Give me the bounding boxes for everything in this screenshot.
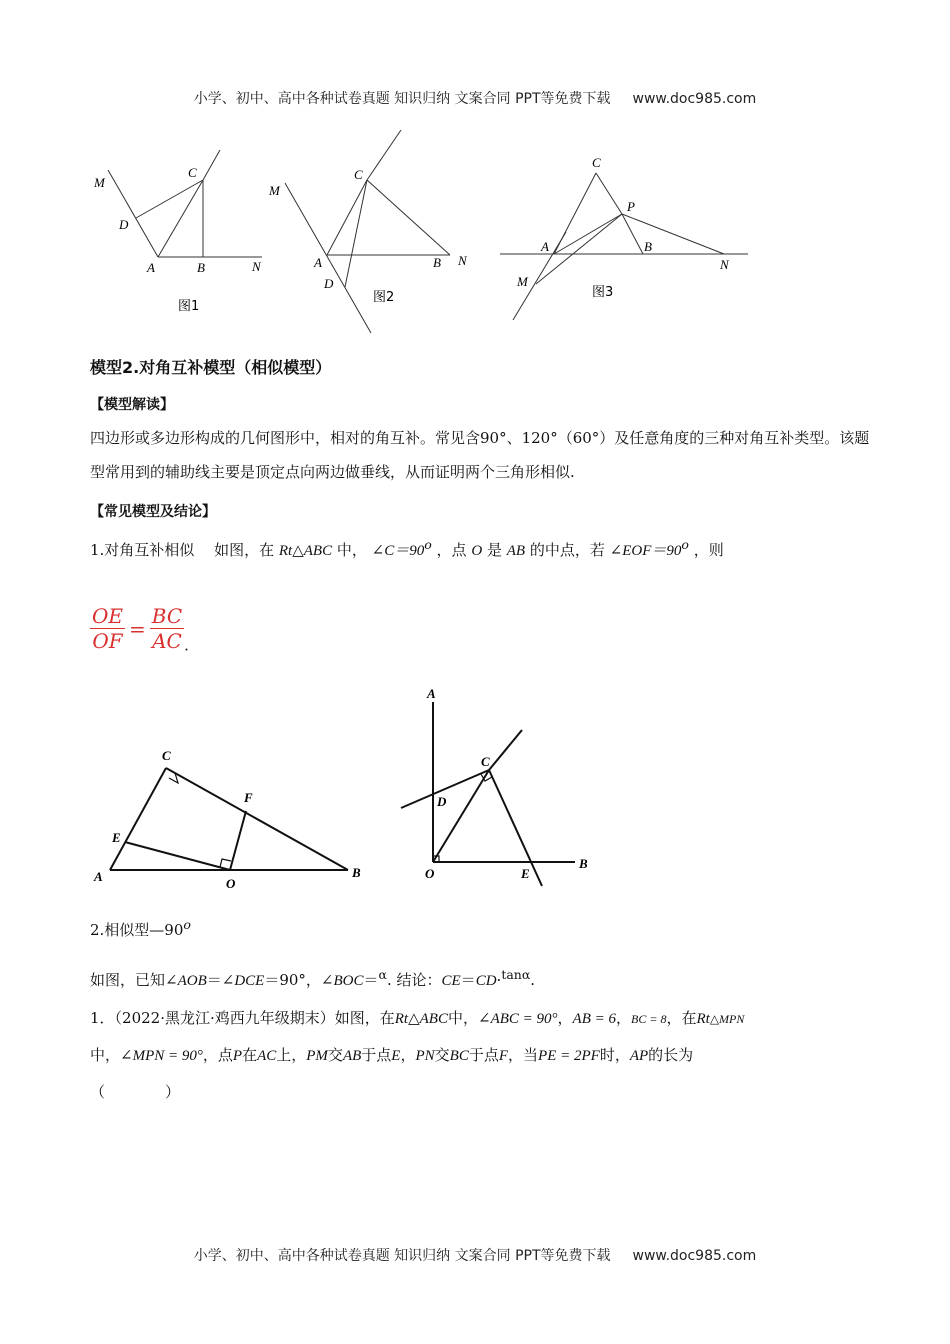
item1-ab: AB: [506, 543, 526, 559]
item2-text-4: . 结论：: [386, 971, 442, 989]
footer-url[interactable]: www.doc985.com: [632, 1248, 757, 1264]
figure-3: [500, 150, 755, 325]
item2-aob: AOB: [177, 973, 207, 989]
fig3-label-A: A: [541, 239, 549, 254]
q-text-8: 于点: [361, 1046, 392, 1064]
equals-sign: =: [129, 616, 146, 641]
q-triangle-mpn: △MPN: [709, 1012, 745, 1026]
mid-right-label-B: B: [579, 856, 588, 871]
mid-right-label-C: C: [481, 754, 490, 769]
item1-text-1: 1.对角互补相似 如图，在: [90, 541, 275, 559]
frac-den-of: OF: [92, 629, 123, 653]
item1-text-5: 的中点，若: [529, 541, 605, 559]
q-rt-1: Rt: [394, 1011, 409, 1027]
q-text-11: ，当: [508, 1046, 539, 1064]
item2-text-1: 如图，已知∠: [90, 971, 178, 989]
fig1-label-B: B: [197, 260, 205, 275]
item1-text-4: 是: [486, 541, 502, 559]
item1-angle-c: ∠C＝90: [371, 543, 425, 559]
q-text-7: 交: [327, 1046, 343, 1064]
mid-left-label-O: O: [226, 876, 236, 890]
mid-right-label-D: D: [437, 794, 447, 809]
frac-den-ac: AC: [152, 629, 182, 653]
fig1-caption: 图1: [178, 299, 200, 314]
formula-period: .: [184, 636, 189, 655]
q-text-6: 上，: [276, 1046, 307, 1064]
fig1-label-C: C: [188, 165, 197, 180]
page-header: [0, 88, 950, 108]
section-title: 模型2.对角互补模型（相似模型）: [90, 358, 332, 377]
q-ac: AC: [257, 1048, 277, 1064]
q-bc-value: BC = 8: [631, 1012, 667, 1026]
item2-tan: tanα: [501, 967, 531, 982]
item2-dot: ·: [496, 971, 502, 989]
mid-right-label-A: A: [427, 686, 436, 701]
mid-right-label-E: E: [521, 866, 530, 881]
q-text-1: 中，: [447, 1009, 478, 1027]
q-text-9: 交: [434, 1046, 450, 1064]
fig3-label-M: M: [517, 274, 528, 289]
figure-perpendicular: [395, 680, 610, 895]
interp-tag: 【模型解读】: [90, 397, 174, 413]
q-text-10: 于点: [468, 1046, 499, 1064]
figure-right-triangle: [90, 740, 380, 890]
mid-left-label-C: C: [162, 748, 171, 763]
item1-text-6: ，则: [693, 541, 724, 559]
q-comma-1: ，: [557, 1009, 573, 1027]
header-url[interactable]: www.doc985.com: [632, 91, 757, 107]
q-bc: BC: [449, 1048, 469, 1064]
item1-point-o: O: [471, 543, 483, 559]
fig1-label-M: M: [94, 175, 105, 190]
q-pm: PM: [306, 1048, 328, 1064]
q-ab-value: AB = 6: [572, 1011, 616, 1027]
fig3-label-B: B: [644, 239, 652, 254]
item2-text-3: ＝: [363, 971, 379, 989]
q-point-p: P: [232, 1048, 243, 1064]
item2-alpha: α: [378, 967, 387, 982]
frac-num-oe: OE: [92, 604, 123, 628]
fig1-label-D: D: [119, 217, 129, 232]
item1-formula: [90, 604, 870, 655]
question-1: [90, 1000, 870, 1110]
item2-ce: CE: [441, 973, 461, 989]
q-comma-2: ，: [616, 1009, 632, 1027]
question-source: （2022·黑龙江·鸡西九年级期末）如图，在: [114, 1009, 395, 1027]
mid-right-label-O: O: [425, 866, 435, 881]
fig2-label-N: N: [458, 253, 467, 268]
fig2-caption: 图2: [373, 290, 395, 305]
fraction-bc-ac: [150, 604, 184, 653]
q-text-5: 在: [242, 1046, 258, 1064]
q-rt-2: Rt: [696, 1011, 710, 1027]
q-comma-3: ，: [400, 1046, 416, 1064]
item1-rt: Rt△ABC: [278, 543, 333, 559]
fig3-label-N: N: [720, 257, 729, 272]
footer-text: 小学、初中、高中各种试卷真题 知识归纳 文案合同 PPT等免费下载: [193, 1248, 611, 1264]
header-text: 小学、初中、高中各种试卷真题 知识归纳 文案合同 PPT等免费下载: [193, 91, 611, 107]
fig2-label-C: C: [354, 167, 363, 182]
item1-angle-eof: ∠EOF＝90: [609, 543, 682, 559]
q-ap: AP: [629, 1048, 649, 1064]
figure-1: [90, 150, 280, 320]
item1-statement: [90, 528, 870, 568]
q-point-e: E: [391, 1048, 401, 1064]
common-tag: 【常见模型及结论】: [90, 504, 216, 520]
item1-text-3: ，点: [436, 541, 467, 559]
figure-2: [265, 125, 480, 340]
fig1-label-N: N: [252, 259, 261, 274]
frac-num-bc: BC: [151, 604, 183, 628]
q-text-2: ，在: [666, 1009, 697, 1027]
item2-text-2: ＝90°，∠: [264, 971, 334, 989]
item2-deg: o: [183, 917, 191, 932]
item2-cd: CD: [475, 973, 497, 989]
item1-text-2: 中，: [336, 541, 367, 559]
fig2-label-A: A: [314, 255, 322, 270]
q-text-12: 时，: [599, 1046, 630, 1064]
q-ab: AB: [342, 1048, 362, 1064]
mid-left-label-E: E: [112, 830, 121, 845]
fig2-label-B: B: [433, 255, 441, 270]
item2-dce: DCE: [234, 973, 265, 989]
q-text-4: ，点: [202, 1046, 233, 1064]
q-angle-mpn: ∠MPN = 90°: [120, 1048, 203, 1064]
item2-boc: BOC: [333, 973, 364, 989]
fig3-label-P: P: [627, 199, 635, 214]
item2-eq-1: ＝∠: [206, 971, 235, 989]
fig2-label-D: D: [324, 276, 334, 291]
item2-statement: [90, 958, 870, 998]
item2-eq-2: ＝: [460, 971, 476, 989]
mid-left-label-F: F: [244, 790, 253, 805]
q-pe-relation: PE = 2PF: [538, 1048, 600, 1064]
mid-left-label-A: A: [94, 869, 103, 884]
fraction-oe-of: [90, 604, 125, 653]
item2-heading-text: 2.相似型—90: [90, 921, 184, 939]
page-footer: [0, 1245, 950, 1265]
q-point-f: F: [498, 1048, 509, 1064]
item2-heading: [90, 908, 870, 947]
q-text-3: 中，: [90, 1046, 121, 1064]
q-text-13: 的长为: [648, 1046, 694, 1064]
answer-blank: （ ）: [90, 1083, 181, 1101]
fig3-caption: 图3: [592, 285, 614, 300]
question-number: 1．: [90, 1009, 115, 1027]
fig1-label-A: A: [147, 260, 155, 275]
q-pn: PN: [415, 1048, 435, 1064]
q-triangle-abc: △ABC: [408, 1011, 448, 1027]
fig3-label-C: C: [592, 155, 601, 170]
interp-text: 四边形或多边形构成的几何图形中，相对的角互补。常见含90°、120°（60°）及任意角度的三种对角互补类型。该题型常用到的辅助线主要是顶定点向两边做垂线，从而证明两个三角形相似.: [90, 429, 870, 481]
fig2-label-M: M: [269, 183, 280, 198]
item2-end: .: [530, 971, 536, 989]
mid-left-label-B: B: [352, 865, 361, 880]
q-angle-abc: ∠ABC = 90°: [478, 1011, 558, 1027]
item1-deg-2: o: [681, 537, 689, 552]
item1-deg-1: o: [424, 537, 432, 552]
